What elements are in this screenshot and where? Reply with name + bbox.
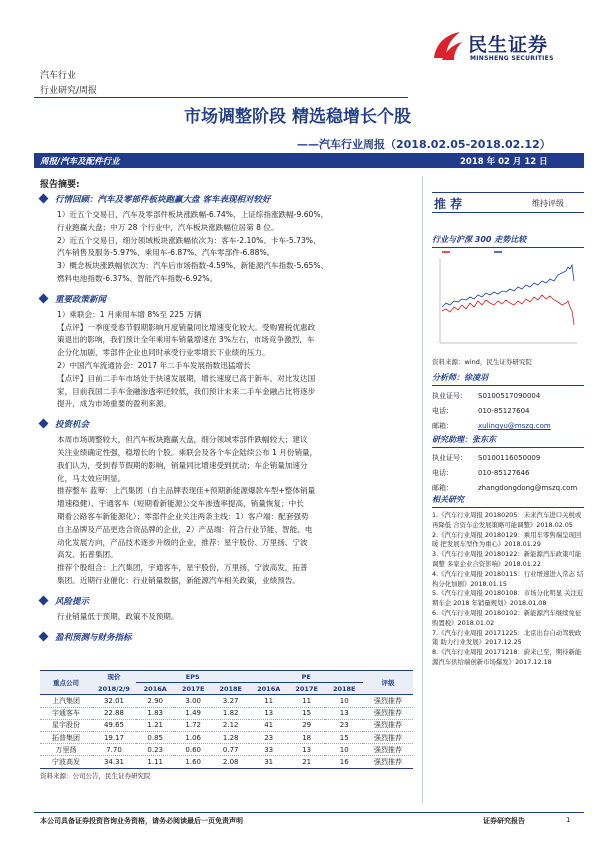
value-cell: 13 — [339, 709, 349, 718]
rating-cell: 强烈推荐 — [374, 758, 402, 767]
related-item[interactable]: 7.《汽车行业周报 20171225：北京出台自动驾驶政策 助力行业发展》2017.12.25 — [432, 628, 582, 647]
related-item[interactable]: 4.《汽车行业周报 20180115：行业增速进入常态 结构分化加剧》2018.01.15 — [432, 569, 584, 588]
company-name: 星宇股份 — [52, 721, 80, 730]
value-cell: 1.21 — [147, 721, 164, 730]
value-cell: 22.88 — [103, 709, 125, 718]
table-row — [40, 731, 413, 743]
value-cell: 0.85 — [147, 733, 164, 742]
value-cell: 13 — [302, 745, 312, 754]
section-text: 1）乘联会：1 月乘用车增 8%至 225 万辆 【点评】一季度受春节假期影响月度销量同比增速变化较大。受购置税优惠政 策退出的影响，我们预计全年乘用车销量增速在 3%左右，市场竞争激烈，车 企分化加剧，零部件企业也同时承受行业零增长下业绩的压力。 2）中国汽车流通协会：2017 年二手车发展指数迅猛增长 【点评】目前二手车市场处于快速发展期，增长速度已高于新车。对比发达国 家，目前我国二手车金融渗透率还较低，我们预计未来二手车金融占比将逐步 提升，成为市场重要的盈利来源。 — [57, 309, 316, 409]
rating-cell: 强烈推荐 — [374, 745, 402, 754]
th-year: 2016A — [257, 684, 281, 693]
report-title: 市场调整阶段 精选稳增长个股 — [184, 107, 411, 127]
value-cell: 15 — [339, 733, 349, 742]
related-item[interactable]: 5.《汽车行业周报 20180108：市场分化明显 关注近期车企 2018 年销量规划》2018.01.08 — [432, 589, 584, 608]
section-heading: 行情回顾：汽车及零部件板块跑赢大盘 客车表现相对较好 — [40, 193, 412, 205]
th-year: 2016A — [143, 684, 167, 693]
trend-heading: 行业与沪深 300 走势比较 — [432, 235, 527, 244]
value-cell: 1.11 — [147, 758, 164, 767]
value-cell: 41 — [264, 721, 274, 730]
header-bar-date: 2018 年 02 月 12 日 — [460, 157, 548, 167]
value-cell: 33 — [264, 745, 274, 754]
footer-report-type: 证券研究报告 — [483, 817, 525, 825]
th-year: 2017E — [181, 684, 205, 693]
assistant-heading: 研究助理：张东东 — [432, 435, 496, 444]
analyst-heading: 分析师：徐凌羽 — [432, 373, 488, 382]
section-heading: 风险提示 — [40, 595, 412, 607]
value-cell: 32.01 — [103, 696, 125, 705]
value-cell: 3.27 — [222, 696, 239, 705]
value-cell: 11 — [302, 696, 312, 705]
related-item[interactable]: 2.《汽车行业周报 20180129：乘用车零售端呈现回暖 把发展车型作为重心》2018.01.29 — [432, 530, 582, 549]
value-cell: 49.65 — [103, 721, 125, 730]
value-cell: 2.12 — [222, 721, 239, 730]
related-item[interactable]: 1.《汽车行业周报 20180205：未来汽车进口关税或再降低 合资车企发展策略可能调整》2018.02.05 — [432, 511, 582, 529]
th-price-date: 2018/2/9 — [98, 684, 130, 693]
value-cell: 31 — [264, 758, 274, 767]
value-cell: 0.23 — [147, 745, 164, 754]
forecast-table — [40, 670, 413, 768]
value-cell: 34.31 — [103, 758, 125, 767]
brand-logo — [430, 28, 580, 68]
value-cell: 16 — [339, 758, 349, 767]
section-text: 本周市场调整较大，但汽车板块跑赢大盘，细分领域零部件跌幅较大；建议 关注业绩确定性强，稳增长的个股。乘联会及各个车企陆续公布 1 月份销量， 我们认为，受到春节假期的影响，销量同比增速受到扰动；车企销量加速分 化，马太效应明显。 推荐整车 蓝筹：上汽集团（自主品牌表现佳+预期新能源爆款车型+整体销量 增速稳健）、宇通客车（短期看新能源公交车渗透率提高，销量恢复；中长 期看公路客车新能源化）；零部件企业关注两条主线：1）客户端：配套强势 自主品牌及产品更迭合资品牌的企业，2）产品端：符合行业节能、智能、电 动化发展方向，产品技术逐步升级的企业，推荐：星宇股份、万里扬、宁波 高发、拓普集团。 推荐个股组合：上汽集团，宇通客车，星宇股份，万里扬，宁波高发，拓普 集团。近期行业催化：行业销量数据，新能源汽车相关政策，业绩预告。 — [57, 435, 318, 585]
analyst-divider — [432, 385, 584, 386]
brand-name-en: MINSHENG SECURITIES — [470, 55, 554, 62]
hs300-line — [442, 265, 574, 307]
report-type: 行业研究/周报 — [40, 86, 98, 96]
section-text: 1）近五个交易日，汽车及零部件板块涨跌幅-6.74%，上证综指涨跌幅-9.60%， 行业跑赢大盘；中万 28 个行业中，汽车板块涨跌幅位居第 8 位。 2）近五个交易日，细分领域板块涨跌幅依次为：客车-2.10%、卡车-5.73%、 汽车销售及服务-5.97%、乘用车-6.87%、汽车零部件-6.88%。 3）概念板块涨跌幅依次为：汽车后市场指数-4.59%、新能源汽车指数-5.65%、 燃料电池指数-6.37%、智能汽车指数-6.92%。 — [57, 210, 329, 283]
diamond-icon — [39, 293, 49, 303]
brand-name-cn: 民生证券 — [468, 34, 549, 56]
th-rating: 评级 — [381, 679, 395, 688]
th-price: 现价 — [107, 673, 121, 682]
value-cell: 29 — [302, 721, 312, 730]
rating-cell: 强烈推荐 — [374, 721, 402, 730]
diamond-icon — [39, 631, 49, 641]
value-cell: 13 — [264, 709, 274, 718]
value-cell: 1.06 — [185, 733, 201, 742]
value-cell: 1.28 — [222, 733, 239, 742]
company-name: 宇通客车 — [52, 709, 80, 718]
value-cell: 15 — [302, 709, 312, 718]
value-cell: 1.83 — [147, 709, 164, 718]
section-heading: 投资机会 — [40, 418, 412, 430]
value-cell: 10 — [339, 696, 349, 705]
value-cell: 23 — [339, 721, 349, 730]
rating-cell: 强烈推荐 — [374, 709, 402, 718]
table-row — [40, 756, 413, 768]
section-heading: 盈利预测与财务指标 — [40, 631, 412, 643]
diamond-icon — [39, 419, 49, 429]
value-cell: 10 — [339, 745, 349, 754]
diamond-icon — [39, 194, 49, 204]
th-year: 2018E — [219, 684, 242, 693]
analyst-row: 执业证号： S0100517090004 — [432, 392, 541, 400]
value-cell: 21 — [302, 758, 312, 767]
rating-cell: 强烈推荐 — [374, 733, 402, 742]
table-row — [40, 719, 413, 731]
th-year: 2017E — [295, 684, 318, 693]
section-heading: 重要政策新闻 — [40, 293, 412, 305]
value-cell: 2.08 — [222, 758, 239, 767]
value-cell: 2.90 — [147, 696, 164, 705]
value-cell: 19.17 — [103, 733, 125, 742]
assistant-row: 执业证号： S0100116050009 — [432, 454, 541, 462]
column-divider — [422, 176, 423, 804]
forecast-table-wrap — [40, 670, 413, 780]
title-divider — [34, 97, 408, 98]
th-company: 重点公司 — [53, 679, 79, 688]
table-source: 资料来源：公司公告，民生证券研究院 — [40, 772, 151, 780]
brand-logo-icon — [430, 28, 464, 64]
table-row — [40, 744, 413, 756]
summary-body — [40, 193, 412, 647]
page-number: 1 — [566, 816, 571, 824]
related-list — [432, 511, 584, 668]
company-name: 万里扬 — [55, 745, 77, 754]
value-cell: 0.77 — [222, 745, 239, 754]
value-cell: 1.60 — [185, 758, 201, 767]
trend-chart — [432, 245, 584, 353]
value-cell: 0.60 — [185, 745, 201, 754]
company-name: 宁波高发 — [52, 758, 80, 767]
value-cell: 1.49 — [185, 709, 201, 718]
th-eps: EPS — [136, 671, 249, 683]
rating-sub: 维持评级 — [532, 199, 564, 208]
summary-label: 报告摘要: — [40, 180, 80, 190]
company-name: 上汽集团 — [52, 696, 80, 705]
footer-disclaimer: 本公司具备证券投资咨询业务资格，请务必阅读最后一页免责声明 — [40, 817, 243, 825]
assistant-row: 邮箱： zhangdongdong@mszq.com — [432, 484, 578, 492]
value-cell: 23 — [264, 733, 274, 742]
value-cell: 1.82 — [222, 709, 239, 718]
diamond-icon — [39, 595, 49, 605]
value-cell: 7.70 — [106, 745, 122, 754]
analyst-row: 邮箱： xulingyu@mszq.com — [432, 422, 551, 430]
footer-divider — [34, 812, 584, 813]
company-name: 拓普集团 — [52, 733, 80, 742]
table-row — [40, 707, 413, 719]
report-subtitle: ——汽车行业周报（2018.02.05-2018.02.12） — [297, 138, 551, 151]
th-pe: PE — [249, 671, 363, 683]
header-bar-category: 周报/汽车及配件行业 — [40, 157, 120, 167]
trend-chart-svg — [432, 245, 584, 353]
analyst-block — [432, 372, 584, 436]
rating-cell: 强烈推荐 — [374, 696, 402, 705]
value-cell: 3.00 — [185, 696, 201, 705]
chart-source: 资料来源：wind，民生证券研究院 — [432, 358, 532, 366]
section-text: 行业销量低于预期，政策不及预期。 — [57, 611, 179, 621]
rating-main: 推 荐 — [434, 197, 463, 211]
related-item[interactable]: 3.《汽车行业周报 20180122：新能源汽车政策可能调整 多家企业合资影响》2018.01.22 — [432, 550, 582, 568]
value-cell: 11 — [264, 696, 274, 705]
analyst-email-link[interactable]: xulingyu@mszq.com — [478, 422, 551, 430]
analyst-row: 电话： 010-85127604 — [432, 407, 530, 415]
related-block — [432, 494, 584, 668]
rating-box — [432, 192, 584, 213]
assistant-block — [432, 434, 584, 498]
table-row — [40, 695, 413, 707]
value-cell: 18 — [302, 733, 312, 742]
industry-label: 汽车行业 — [40, 71, 77, 81]
assistant-row: 电话： 010-85127646 — [432, 469, 530, 477]
related-item[interactable]: 6.《汽车行业周报 20180102：新能源汽车继续免征购置税》2018.01.02 — [432, 608, 582, 627]
th-year: 2018E — [332, 684, 356, 693]
assistant-divider — [432, 447, 584, 448]
related-item[interactable]: 8.《汽车行业周报 20171218：蔚来已至，期待新能源汽车供给端创新市场爆发》2017.12.18 — [432, 648, 582, 666]
value-cell: 1.72 — [185, 721, 201, 730]
related-divider — [432, 507, 584, 508]
related-heading: 相关研究 — [432, 495, 464, 504]
